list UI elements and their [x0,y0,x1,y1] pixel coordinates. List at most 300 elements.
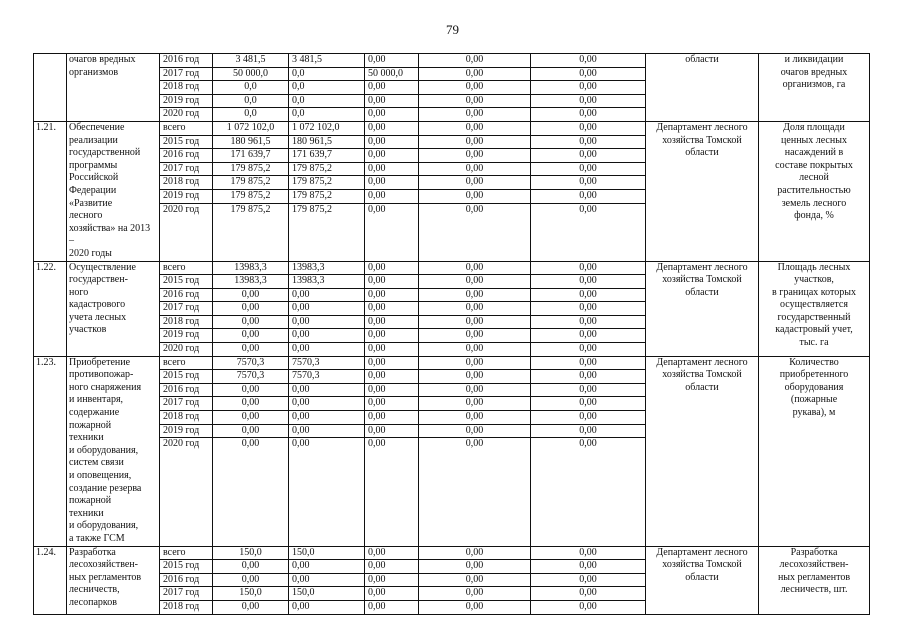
cell-line: 0,00 [579,108,597,120]
cell-line: 0,00 [531,68,645,82]
cell-line: 2020 год [163,203,200,215]
item-number: 1.22. [34,261,67,356]
cell-line: 179 875,2 [213,163,288,177]
funding-column-3 [365,54,419,122]
indicator-name [759,356,870,546]
cell-line: 2016 год [160,384,212,398]
period-cell [160,356,213,546]
text-line: реализации [69,134,118,146]
cell-line: 0,00 [465,438,484,450]
cell-line: 0,00 [579,343,597,355]
text-line: очагов вредных [69,54,136,65]
text-line: растительностью [777,184,851,196]
cell-line: 179 875,2 [213,190,288,204]
cell-line: 0,00 [531,329,645,343]
cell-line: 179 875,2 [289,163,364,177]
cell-line: 0,00 [289,316,364,330]
funding-column-4 [419,121,531,261]
cell-line: 2019 год [160,95,212,109]
text-line: пожарной [69,495,112,507]
table-row [34,546,870,614]
funding-column-1 [213,121,289,261]
cell-line: 7570,3 [213,357,288,371]
text-line: хозяйства Томской [662,134,742,146]
cell-line: 179 875,2 [292,203,332,215]
text-line: кадастровый учет, [775,324,853,336]
funding-column-3 [365,546,419,614]
cell-line: 0,00 [365,329,418,343]
cell-line: 1 072 102,0 [213,122,288,136]
cell-line: 0,00 [419,357,530,371]
cell-line: 2020 год [163,108,200,120]
cell-line: 0,00 [419,136,530,150]
cell-line: 0,00 [213,411,288,425]
cell-line: 0,00 [419,81,530,95]
text-line: государствен- [69,274,128,286]
cell-line: 2018 год [160,316,212,330]
item-number: 1.21. [34,121,67,261]
cell-line: 0,00 [213,574,288,588]
cell-line: 0,00 [419,262,530,276]
text-line: рукава), м [792,407,836,419]
funding-column-2 [289,121,365,261]
text-line: противопожар- [69,369,134,381]
cell-line: 0,00 [365,81,418,95]
cell-line: 0,00 [365,587,418,601]
funding-column-4 [419,356,531,546]
cell-line: 7570,3 [289,357,364,371]
executor-cell [646,54,759,122]
cell-line: 0,00 [365,149,418,163]
cell-line: 0,00 [241,343,260,355]
cell-line: 2016 год [160,574,212,588]
cell-line: 0,00 [365,95,418,109]
cell-line: 0,0 [289,68,364,82]
funding-column-3 [365,356,419,546]
cell-line: 0,00 [531,275,645,289]
funding-column-3 [365,121,419,261]
cell-line: 0,00 [419,163,530,177]
indicator-name [759,546,870,614]
text-line: (пожарные [790,394,838,406]
text-line: и оборудования, [69,520,139,532]
text-line: лесной [799,172,829,184]
cell-line: 0,00 [579,203,597,215]
text-line: создание резерва [69,482,142,494]
cell-line: 0,00 [465,343,484,355]
funding-column-2 [289,356,365,546]
text-line: участков [69,324,107,336]
cell-line: 0,00 [531,163,645,177]
cell-line: 2017 год [160,68,212,82]
cell-line: 0,00 [368,600,386,612]
cell-line: 0,00 [531,587,645,601]
item-name [67,261,160,356]
cell-line: 0,00 [531,176,645,190]
cell-line: 2017 год [160,397,212,411]
text-line: Разработка [790,546,838,558]
indicator-name [759,261,870,356]
text-line: области [685,54,719,65]
cell-line: 0,00 [365,357,418,371]
funding-column-2 [289,54,365,122]
cell-line: всего [160,547,212,561]
funding-column-1 [213,356,289,546]
period-cell [160,54,213,122]
cell-line: 13983,3 [289,262,364,276]
text-line: хозяйства Томской [662,559,742,571]
text-line: а также ГСМ [69,532,125,544]
text-line: составе покрытых [775,159,853,171]
cell-line: 171 639,7 [289,149,364,163]
cell-line: 0,00 [365,54,418,68]
funding-column-2 [289,546,365,614]
cell-line: 0,00 [365,370,418,384]
cell-line: 7570,3 [289,370,364,384]
cell-line: 0,00 [365,176,418,190]
cell-line: 2017 год [160,163,212,177]
cell-line: 150,0 [289,547,364,561]
cell-line: 0,00 [419,547,530,561]
text-line: оборудования [784,381,844,393]
text-line: хозяйства» на 2013 – [69,222,151,247]
cell-line: 0,00 [365,574,418,588]
cell-line: 150,0 [289,587,364,601]
cell-line: 0,00 [289,384,364,398]
cell-line: 0,00 [531,397,645,411]
cell-line: 150,0 [213,547,288,561]
cell-line: 0,00 [365,397,418,411]
cell-line: 0,00 [365,136,418,150]
cell-line: 0,00 [292,438,310,450]
cell-line: 0,00 [531,95,645,109]
text-line: ного [69,286,89,298]
cell-line: 0,00 [419,149,530,163]
cell-line: 2017 год [160,302,212,316]
cell-line: 0,00 [365,289,418,303]
cell-line: 0,00 [419,275,530,289]
funding-column-4 [419,54,531,122]
cell-line: 13983,3 [289,275,364,289]
text-line: лесничеств, [69,584,120,596]
cell-line: 0,00 [241,600,260,612]
cell-line: 0,00 [365,560,418,574]
text-line: Департамент лесного [656,261,748,273]
item-number: 1.24. [34,546,67,614]
funding-column-4 [419,546,531,614]
cell-line: 2016 год [160,149,212,163]
cell-line: 0,00 [241,438,260,450]
cell-line: всего [160,262,212,276]
cell-line: 0,00 [465,600,484,612]
text-line: лесохозяйствен- [69,559,138,571]
text-line: области [685,147,719,159]
funding-column-5 [531,121,646,261]
cell-line: 0,00 [419,329,530,343]
text-line: и оповещения, [69,470,132,481]
cell-line: 50 000,0 [365,68,418,82]
cell-line: 0,00 [368,343,386,355]
funding-column-5 [531,54,646,122]
cell-line: 0,00 [419,370,530,384]
cell-line: 2018 год [163,600,200,612]
cell-line: 0,00 [419,384,530,398]
cell-line: 0,00 [531,262,645,276]
text-line: тыс. га [799,337,829,349]
budget-table [33,53,870,615]
text-line: хозяйства Томской [662,369,742,381]
period-cell [160,261,213,356]
cell-line: 0,0 [289,95,364,109]
table-row [34,54,870,122]
item-name [67,356,160,546]
text-line: и ликвидации [784,54,844,65]
cell-line: 0,00 [289,425,364,439]
cell-line: 0,0 [292,108,305,120]
cell-line: 0,00 [419,316,530,330]
cell-line: 0,00 [419,122,530,136]
cell-line: 0,00 [419,574,530,588]
cell-line: 0,00 [365,163,418,177]
cell-line: 0,00 [292,343,310,355]
cell-line: 0,00 [579,438,597,450]
text-line: Департамент лесного [656,546,748,558]
cell-line: 0,00 [419,411,530,425]
cell-line: 0,00 [419,190,530,204]
cell-line: 0,00 [531,547,645,561]
text-line: Площадь лесных [777,261,851,273]
table-row [34,356,870,546]
cell-line: 2015 год [160,560,212,574]
cell-line: 0,00 [531,357,645,371]
text-line: очагов вредных [780,66,848,78]
cell-line: 0,00 [213,302,288,316]
text-line: в границах которых [772,286,856,298]
funding-column-4 [419,261,531,356]
cell-line: 0,00 [365,316,418,330]
cell-line: 0,00 [419,176,530,190]
cell-line: 0,00 [465,203,484,215]
cell-line: 0,00 [419,397,530,411]
cell-line: 0,00 [368,108,386,120]
cell-line: 0,00 [531,136,645,150]
text-line: лесничеств, шт. [780,584,848,596]
text-line: Доля площади [783,121,845,133]
cell-line: 0,00 [292,600,310,612]
text-line: государственной [69,147,141,159]
cell-line: 0,00 [213,397,288,411]
cell-line: 0,00 [531,411,645,425]
text-line: содержание [69,407,120,419]
cell-line: 0,00 [531,54,645,68]
cell-line: 0,00 [365,122,418,136]
text-line: Обеспечение [69,121,125,133]
cell-line: 0,00 [365,411,418,425]
cell-line: 179 875,2 [230,203,271,215]
text-line: пожарной [69,419,112,431]
funding-column-5 [531,546,646,614]
cell-line: 0,00 [289,302,364,316]
cell-line: 0,00 [365,302,418,316]
cell-line: 2017 год [160,587,212,601]
funding-column-1 [213,546,289,614]
item-name [67,121,160,261]
cell-line: 0,00 [531,302,645,316]
cell-line: 0,00 [579,600,597,612]
text-line: хозяйства Томской [662,274,742,286]
cell-line: 0,00 [365,275,418,289]
cell-line: 0,00 [419,560,530,574]
text-line: учета лесных [69,311,127,323]
item-number: 1.23. [34,356,67,546]
text-line: лесохозяйствен- [779,559,849,571]
text-line: техники [69,432,104,444]
text-line: программы [69,159,118,171]
text-line: ных регламентов [777,571,851,583]
cell-line: 0,00 [419,95,530,109]
cell-line: 0,00 [531,149,645,163]
cell-line: 2020 год [163,343,200,355]
cell-line: 0,00 [365,425,418,439]
cell-line: 0,00 [289,397,364,411]
item-name [67,54,160,122]
cell-line: 0,00 [365,190,418,204]
text-line: ного снаряжения [69,381,142,393]
cell-line: 2015 год [160,275,212,289]
period-cell [160,121,213,261]
text-line: Осуществление [69,261,136,273]
text-line: лесопарков [69,596,117,608]
cell-line: 2019 год [160,329,212,343]
table-body [34,54,870,615]
cell-line: 1 072 102,0 [289,122,364,136]
text-line: 2020 годы [69,247,112,259]
cell-line: 0,00 [289,574,364,588]
cell-line: 0,00 [368,203,386,215]
text-line: и инвентаря, [69,394,124,406]
text-line: организмов, га [782,79,846,91]
funding-column-3 [365,261,419,356]
text-line: Разработка [69,546,116,558]
text-line: кадастрового [69,299,126,311]
cell-line: 0,00 [531,560,645,574]
cell-line: 0,00 [213,425,288,439]
cell-line: 179 875,2 [289,176,364,190]
text-line: Количество [789,356,839,368]
cell-line: 0,00 [419,302,530,316]
text-line: организмов [69,66,119,78]
cell-line: 0,00 [531,574,645,588]
text-line: лесного [69,210,103,222]
text-line: Департамент лесного [656,121,748,133]
text-line: области [685,571,719,583]
cell-line: 0,00 [531,122,645,136]
indicator-name [759,121,870,261]
text-line: и оборудования, [69,444,139,456]
text-line: техники [69,507,104,519]
cell-line: всего [160,122,212,136]
cell-line: 0,00 [289,289,364,303]
cell-line: 0,00 [419,289,530,303]
executor-cell [646,121,759,261]
text-line: участков, [794,274,834,286]
cell-line: 0,00 [365,547,418,561]
cell-line: 0,00 [213,316,288,330]
funding-column-1 [213,54,289,122]
cell-line: 2019 год [160,190,212,204]
cell-line: 2018 год [160,81,212,95]
text-line: земель лесного [781,197,847,209]
cell-line: 2016 год [160,54,212,68]
text-line: области [685,286,719,298]
funding-column-5 [531,356,646,546]
cell-line: 0,00 [365,384,418,398]
cell-line: 2018 год [160,176,212,190]
cell-line: 0,00 [531,316,645,330]
cell-line: 150,0 [213,587,288,601]
cell-line: 2015 год [160,370,212,384]
cell-line: 3 481,5 [213,54,288,68]
cell-line: 0,00 [289,329,364,343]
text-line: насаждений в [784,147,844,159]
cell-line: 0,00 [531,370,645,384]
cell-line: 0,00 [213,329,288,343]
cell-line: 0,00 [213,560,288,574]
text-line: области [685,381,719,393]
cell-line: 50 000,0 [213,68,288,82]
cell-line: 13983,3 [213,262,288,276]
executor-cell [646,546,759,614]
cell-line: 2020 год [163,438,200,450]
cell-line: 180 961,5 [289,136,364,150]
text-line: Российской [69,172,119,184]
cell-line: 179 875,2 [289,190,364,204]
funding-column-1 [213,261,289,356]
cell-line: 0,0 [213,81,288,95]
cell-line: 0,00 [531,190,645,204]
cell-line: 2015 год [160,136,212,150]
text-line: осуществляется [780,299,848,311]
cell-line: 0,00 [213,384,288,398]
cell-line: 0,00 [419,587,530,601]
text-line: государственный [777,311,851,323]
text-line: Приобретение [69,356,131,368]
cell-line: 2018 год [160,411,212,425]
cell-line: 0,00 [365,262,418,276]
cell-line: 179 875,2 [213,176,288,190]
executor-cell [646,261,759,356]
cell-line: 0,00 [465,108,484,120]
cell-line: 0,0 [213,95,288,109]
text-line: систем связи [69,457,124,469]
cell-line: 0,00 [419,425,530,439]
cell-line: 0,00 [531,384,645,398]
text-line: ценных лесных [781,134,847,146]
funding-column-2 [289,261,365,356]
executor-cell [646,356,759,546]
table-row [34,261,870,356]
item-name [67,546,160,614]
table-row [34,121,870,261]
cell-line: 0,00 [419,54,530,68]
cell-line: 0,0 [244,108,257,120]
cell-line: 2016 год [160,289,212,303]
cell-line: 0,00 [531,289,645,303]
text-line: «Развитие [69,197,113,209]
text-line: Департамент лесного [656,356,748,368]
cell-line: 180 961,5 [213,136,288,150]
cell-line: 3 481,5 [289,54,364,68]
